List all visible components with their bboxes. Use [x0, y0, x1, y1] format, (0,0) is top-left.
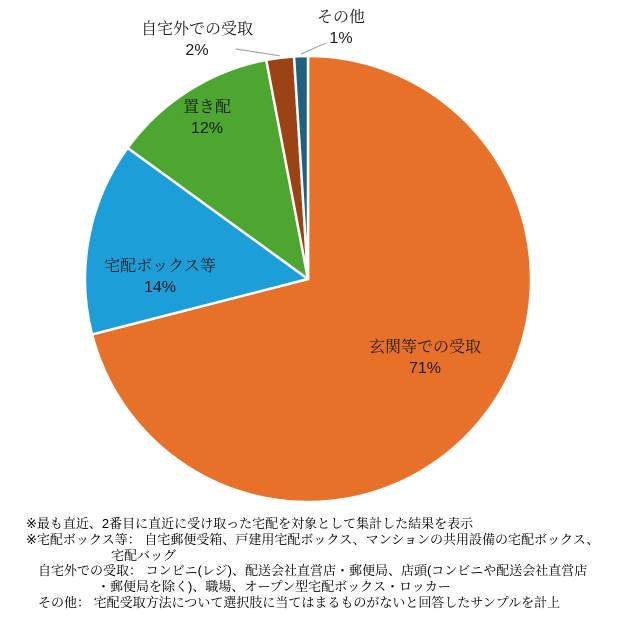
- slice-label-entrance-pct: 71%: [408, 360, 442, 377]
- leader-line-slice-3: [236, 49, 280, 56]
- footnote-line-5: ・郵便局を除く)、職場、オープン型宅配ボックス・ロッカー: [97, 579, 451, 595]
- slice-label-okihai-name: 置き配: [182, 99, 232, 116]
- footnote-line-1: ※最も直近、2番目に直近に受け取った宅配を対象として集計した結果を表示: [26, 516, 474, 531]
- slice-label-okihai-pct: 12%: [190, 120, 224, 137]
- slice-label-entrance-name: 玄関等での受取: [368, 339, 482, 356]
- slice-label-outside-home-name: 自宅外での受取: [140, 21, 254, 38]
- slice-label-delivery-box-name: 宅配ボックス等: [104, 258, 216, 275]
- slice-label-outside-home-pct: 2%: [185, 42, 209, 59]
- slice-label-other-name: その他: [316, 9, 366, 26]
- footnote-line-4: 自宅外での受取： コンビニ(レジ)、配送会社直営店・郵便局、店頭(コンビニや配送会社直営店: [38, 563, 588, 579]
- footnote-line-3: 宅配バッグ: [111, 547, 177, 563]
- footnotes: [26, 516, 616, 611]
- leader-line-slice-4: [301, 43, 326, 54]
- slice-label-delivery-box-pct: 14%: [143, 279, 177, 296]
- footnote-line-2: ※宅配ボックス等： 自宅郵便受箱、戸建用宅配ボックス、マンションの共用設備の宅配ボックス、: [26, 531, 600, 547]
- footnote-line-6: その他： 宅配受取方法について選択肢に当てはまるものがないと回答したサンプルを計上: [38, 594, 561, 610]
- slice-label-other-pct: 1%: [329, 30, 353, 47]
